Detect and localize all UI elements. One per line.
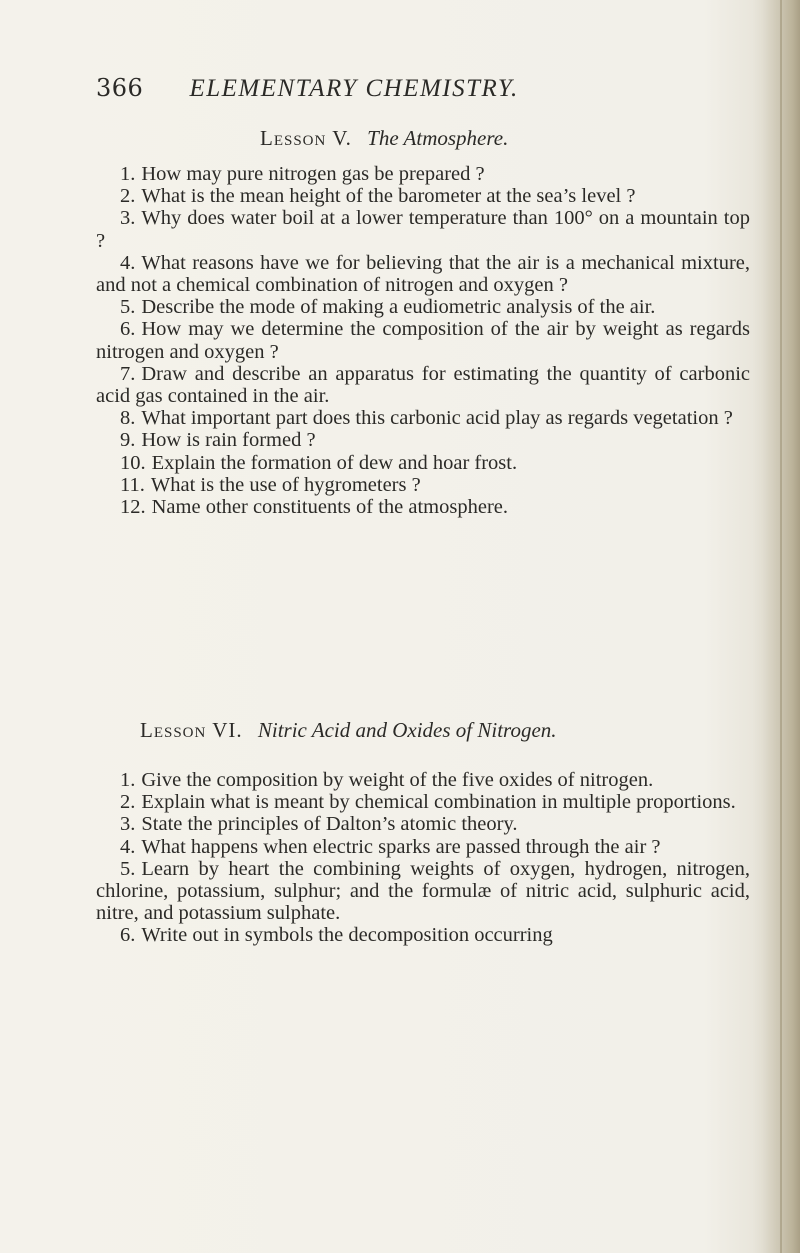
lesson-5-heading xyxy=(260,126,508,151)
question-text: Give the composition by weight of the five oxides of nitrogen. xyxy=(141,769,654,791)
question-number: 6. xyxy=(120,318,136,341)
question-item xyxy=(96,163,750,185)
question-text: Why does water boil at a lower temperature than 100° on a mountain top ? xyxy=(96,207,750,252)
question-item xyxy=(96,363,750,407)
question-item xyxy=(96,858,750,925)
question-item xyxy=(96,407,750,429)
question-text: What reasons have we for believing that the air is a mechanical mixture, and not a chemical combination of nitrogen and oxygen ? xyxy=(96,251,750,297)
question-text: Draw and describe an apparatus for estimating the quantity of carbonic acid gas contained in the air. xyxy=(96,362,750,408)
question-number: 1. xyxy=(120,163,136,185)
question-number: 8. xyxy=(120,407,136,430)
page-number: 366 xyxy=(96,74,144,102)
question-item xyxy=(96,924,750,946)
question-item xyxy=(96,769,750,791)
question-item xyxy=(96,429,750,451)
page-edge-line xyxy=(780,0,782,1253)
question-number: 11. xyxy=(120,473,145,496)
page-header xyxy=(96,74,519,103)
question-text: Name other constituents of the atmosphere. xyxy=(151,496,508,519)
question-number: 3. xyxy=(120,207,136,230)
question-text: What is the use of hygrometers ? xyxy=(150,473,421,496)
question-text: Explain what is meant by chemical combination in multiple proportions. xyxy=(141,791,736,814)
lesson-5-title: The Atmosphere. xyxy=(367,126,509,150)
question-item xyxy=(96,185,750,207)
question-item xyxy=(96,496,750,518)
lesson-6-label: Lesson VI. xyxy=(140,718,243,742)
question-text: Learn by heart the combining weights of oxygen, hydrogen, nitrogen, chlorine, potassium, sulphur; and the formulæ of nitric acid, sulphuric acid, nitre, and potassium sulphate. xyxy=(96,857,750,925)
question-number: 12. xyxy=(120,496,146,519)
question-item xyxy=(96,252,750,296)
question-item xyxy=(96,791,750,813)
question-number: 9. xyxy=(120,429,136,452)
question-number: 2. xyxy=(120,185,136,208)
question-number: 4. xyxy=(120,251,136,274)
question-item xyxy=(96,207,750,251)
question-text: How may pure nitrogen gas be prepared ? xyxy=(141,163,485,185)
question-item xyxy=(96,813,750,835)
question-number: 7. xyxy=(120,362,136,385)
question-number: 5. xyxy=(120,296,136,319)
question-item xyxy=(96,296,750,318)
question-number: 6. xyxy=(120,924,136,947)
lesson-5-questions xyxy=(96,163,750,518)
question-item xyxy=(96,318,750,362)
question-text: State the principles of Dalton’s atomic theory. xyxy=(141,813,518,836)
lesson-6-questions xyxy=(96,769,750,947)
question-number: 2. xyxy=(120,791,136,814)
question-text: How is rain formed ? xyxy=(141,429,316,452)
question-number: 10. xyxy=(120,451,146,474)
question-item xyxy=(96,452,750,474)
question-number: 3. xyxy=(120,813,136,836)
lesson-6-title: Nitric Acid and Oxides of Nitrogen. xyxy=(257,718,557,742)
question-item xyxy=(96,474,750,496)
question-text: How may we determine the composition of the air by weight as regards nitrogen and oxygen ? xyxy=(96,318,750,363)
question-number: 4. xyxy=(120,835,136,858)
lesson-5-label: Lesson V. xyxy=(260,126,352,150)
question-text: What is the mean height of the barometer at the sea’s level ? xyxy=(141,185,636,208)
lesson-6-heading xyxy=(140,718,557,743)
question-text: What important part does this carbonic acid play as regards vegetation ? xyxy=(141,407,733,430)
question-text: Describe the mode of making a eudiometric analysis of the air. xyxy=(141,296,656,319)
question-item xyxy=(96,836,750,858)
question-number: 5. xyxy=(120,857,136,880)
question-text: What happens when electric sparks are passed through the air ? xyxy=(141,835,661,858)
question-text: Explain the formation of dew and hoar frost. xyxy=(151,451,518,474)
running-title: ELEMENTARY CHEMISTRY. xyxy=(189,75,519,102)
question-number: 1. xyxy=(120,769,136,791)
question-text: Write out in symbols the decomposition occurring xyxy=(141,924,553,947)
